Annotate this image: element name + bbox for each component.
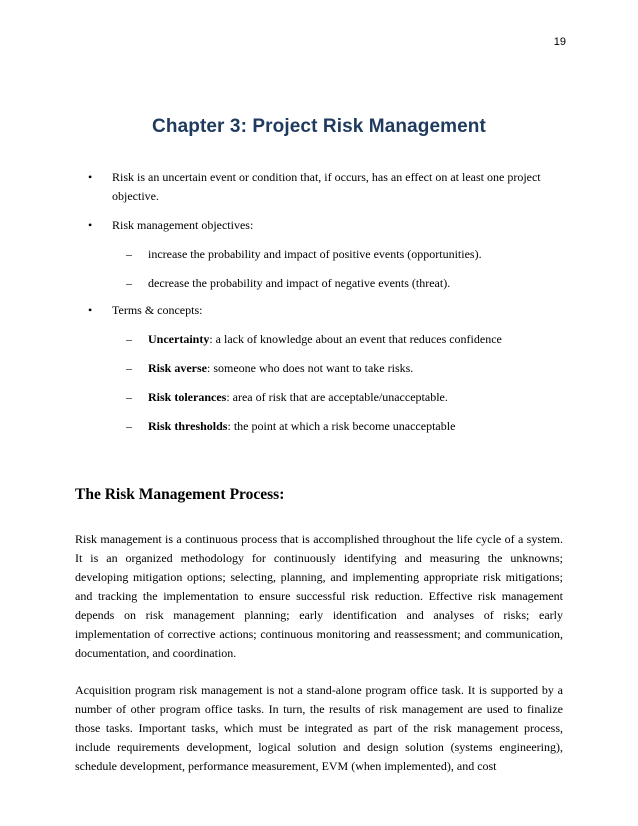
dash-marker: – [126,419,132,433]
bullet-list [88,168,568,444]
page-number: 19 [553,36,566,48]
bullet-marker: • [88,170,93,184]
bullet-text: Terms & concepts: [112,303,203,317]
term-item [88,359,568,378]
dash-marker: – [126,361,132,375]
bullet-marker: • [88,303,93,317]
bullet-item [88,216,568,235]
term-item [88,330,568,349]
body-paragraph: Acquisition program risk management is not a stand-alone program office task. It is supported by a number of other program office tasks. In turn, the results of risk management are used to finalize those tasks. Important tasks, which must be integrated as part of the risk management process, include requirements development, logical solution and design solution (systems engineering), schedule development, performance measurement, EVM (when implemented), and cost [75,683,563,773]
term-definition: : someone who does not want to take risks. [207,361,414,375]
sub-item-text: increase the probability and impact of positive events (opportunities). [148,247,482,261]
chapter-title: Chapter 3: Project Risk Management [152,116,486,137]
sub-item [88,245,568,264]
bullet-item [88,168,568,206]
term-name: Risk averse [148,361,207,375]
term-definition: : the point at which a risk become unacceptable [227,419,456,433]
dash-marker: – [126,276,132,290]
dash-marker: – [126,332,132,346]
bullet-text: Risk management objectives: [112,218,254,232]
term-item [88,417,568,436]
section-heading: The Risk Management Process: [75,486,285,503]
term-name: Risk thresholds [148,419,228,433]
term-name: Uncertainty [148,332,210,346]
bullet-text: Risk is an uncertain event or condition that, if occurs, has an effect on at least one project objective. [112,170,541,203]
sub-item [88,274,568,293]
dash-marker: – [126,247,132,261]
dash-marker: – [126,390,132,404]
term-name: Risk tolerances [148,390,227,404]
term-definition: : area of risk that are acceptable/unacceptable. [226,390,448,404]
term-definition: : a lack of knowledge about an event that reduces confidence [209,332,502,346]
body-paragraph: Risk management is a continuous process that is accomplished throughout the life cycle of a system. It is an organized methodology for continuously identifying and measuring the unknowns; developing mitigation options; selecting, planning, and implementing appropriate risk mitigations; and tracking the implementation to ensure successful risk reduction. Effective risk management depends on risk management planning; early identification and analyses of risks; early implementation of corrective actions; continuous monitoring and reassessment; and communication, documentation, and coordination. [75,532,563,660]
bullet-marker: • [88,218,93,232]
sub-item-text: decrease the probability and impact of negative events (threat). [148,276,451,290]
bullet-item [88,301,568,320]
term-item [88,388,568,407]
